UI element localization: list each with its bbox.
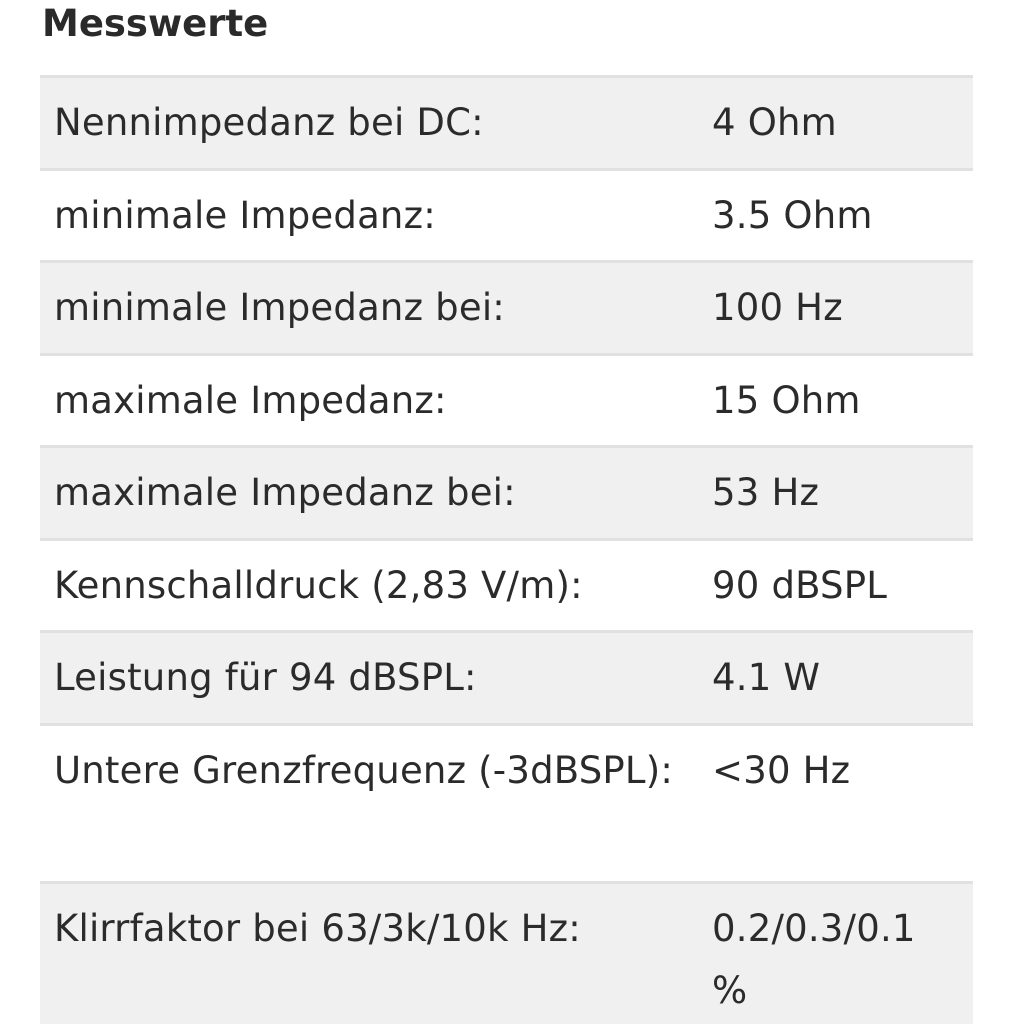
table-row [40,445,973,538]
section-title: Messwerte [42,2,269,45]
row-label: Kennschalldruck (2,83 V/m): [54,564,583,607]
table-row [40,538,973,630]
row-value: <30 Hz [712,749,851,792]
row-label: minimale Impedanz bei: [54,286,505,329]
row-value: 0.2/0.3/0.1 % [712,907,916,1012]
table-row [40,881,973,1024]
measurements-table [40,75,973,1024]
row-label: Untere Grenzfrequenz (-3dBSPL): [54,749,674,792]
table-row [40,630,973,723]
table-row [40,260,973,353]
row-value: 4.1 W [712,656,821,699]
row-label: maximale Impedanz: [54,379,447,422]
row-value: 4 Ohm [712,101,837,144]
row-label: minimale Impedanz: [54,194,436,237]
row-label: Klirrfaktor bei 63/3k/10k Hz: [54,907,581,950]
row-label: maximale Impedanz bei: [54,471,516,514]
table-row [40,168,973,260]
row-value: 3.5 Ohm [712,194,873,237]
table-row [40,353,973,445]
row-value: 15 Ohm [712,379,861,422]
row-label: Nennimpedanz bei DC: [54,101,484,144]
row-value: 90 dBSPL [712,564,888,607]
table-row [40,75,973,168]
table-row [40,723,973,881]
row-value: 53 Hz [712,471,820,514]
row-label: Leistung für 94 dBSPL: [54,656,477,699]
row-value: 100 Hz [712,286,843,329]
